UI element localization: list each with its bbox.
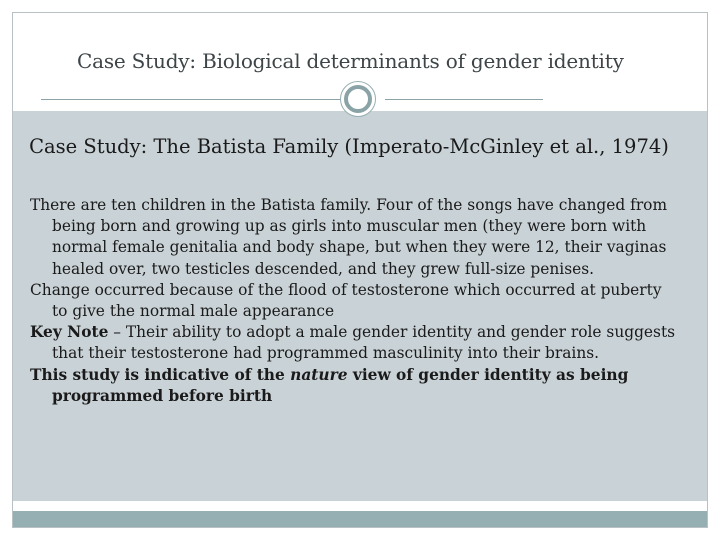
decorative-circle-inner <box>344 85 372 113</box>
slide-title: Case Study: Biological determinants of gender identity <box>77 49 624 73</box>
conclusion-before: This study is indicative of the <box>30 365 291 384</box>
title-divider-left <box>41 99 343 100</box>
conclusion-after: view of gender identity as being programmed before birth <box>52 365 629 405</box>
conclusion-emphasis: nature <box>290 365 348 384</box>
title-divider-right <box>385 99 543 100</box>
body-text <box>30 195 680 407</box>
paragraph-conclusion <box>30 365 680 407</box>
case-study-subtitle: Case Study: The Batista Family (Imperato-McGinley et al., 1974) <box>29 135 669 158</box>
key-note-text: – Their ability to adopt a male gender identity and gender role suggests that their testosterone had programmed masculinity into their brains. <box>52 323 676 363</box>
bottom-accent-bar <box>13 511 707 527</box>
paragraph-family: There are ten children in the Batista family. Four of the songs have changed from being born and growing up as girls into muscular men (they were born with normal female genitalia and body shape, but when they were 12, their vaginas healed over, two testicles descended, and they grew full-size penises. <box>30 196 668 278</box>
paragraph-key-note <box>30 322 680 364</box>
decorative-circle-icon <box>340 81 376 117</box>
key-note-label: Key Note <box>30 323 109 342</box>
paragraph-change: Change occurred because of the flood of testosterone which occurred at puberty to give the normal male appearance <box>30 280 662 321</box>
